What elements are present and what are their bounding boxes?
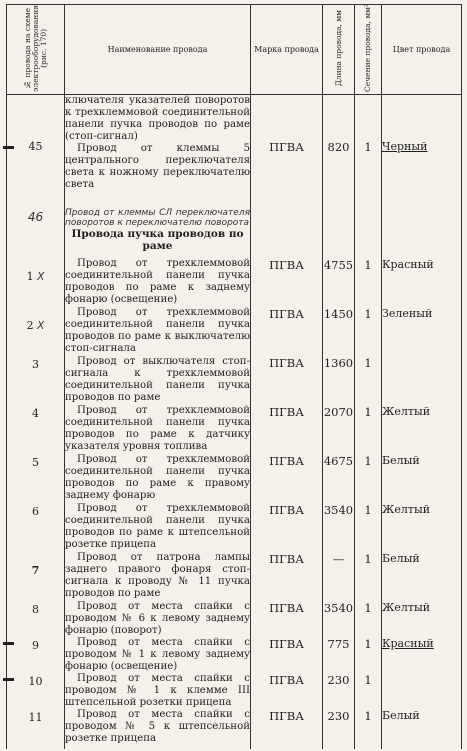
wire-length: 3540 [323,503,354,518]
wire-number: 9 [32,639,39,653]
wire-description: Провод от патрона лампы заднего правого фонаря стоп-сигнала к проводу № 11 пучка проводов по раме [65,552,250,600]
wire-mark: ПГВА [269,356,304,371]
wire-number: 10 [28,675,43,689]
header-length: Длина провода, мм [323,5,355,95]
wire-section: 1 [364,356,372,371]
wire-number: 1 [26,270,34,284]
wire-mark: ПГВА [269,454,304,469]
wire-length: 1360 [323,356,354,371]
wire-mark: ПГВА [269,503,304,518]
wire-color: Желтый [382,503,462,552]
continued-text: ключателя указателей поворотов к трехклеммовой соединительной панели пучка проводов по раме (стоп-сигнал) [65,94,250,142]
wire-color: Зеленый [382,307,462,356]
wire-description: Провод от выключателя стоп-сигнала к трехклеммовой соединительной панели пучка проводов по раме [65,356,250,404]
wire-mark: ПГВА [269,405,304,420]
header-color: Цвет провода [382,5,462,95]
wire-number: 7 [31,564,40,578]
handwritten-x: X [37,320,45,333]
table-row [7,258,462,307]
wire-section: 1 [364,552,372,567]
dash-mark [3,146,14,149]
wire-length: 230 [327,709,350,724]
wire-color: Белый [382,454,462,503]
table-row [7,94,462,206]
wire-color: Красный [382,637,462,673]
wire-mark: ПГВА [269,552,304,567]
wire-number: 6 [32,505,39,519]
wire-description: Провод от трехклеммовой соединительной панели пучка проводов по раме к правому заднему фонарю [65,454,250,502]
table-row [7,405,462,454]
wire-section: 1 [364,139,372,154]
wire-description: Провод от места спайки с проводом № 1 к левому заднему фонарю (освещение) [65,637,250,673]
wire-mark: ПГВА [269,673,304,688]
table-row [7,356,462,405]
wire-description: Провод от места спайки с проводом № 5 к штепсельной розетке прицепа [65,709,251,749]
wire-length: 820 [327,139,350,154]
wire-number: 8 [32,603,39,617]
wire-description: Провод от места спайки с проводом № 1 к клемме III штепсельной розетки прицепа [65,673,250,709]
table-row [7,552,462,601]
wire-color: Белый [382,709,462,749]
wire-length: 2070 [323,405,354,420]
header-name: Наименование провода [65,5,251,95]
wire-length: 1450 [323,307,354,322]
wire-length: 3540 [323,601,354,616]
wire-section: 1 [364,258,372,273]
table-row [7,503,462,552]
handwritten-number: 46 [27,210,44,225]
wire-description: Провод от места спайки с проводом № 6 к левому заднему фонарю (поворот) [65,601,250,637]
wire-mark: ПГВА [269,709,304,724]
wire-mark: ПГВА [269,258,304,273]
wire-number: 45 [28,139,43,153]
wire-number: 4 [32,407,39,421]
wire-color [382,356,462,405]
wire-description: Провод от трехклеммовой соединительной панели пучка проводов по раме к выключателю стоп-сигнала [65,307,250,355]
table-row [7,307,462,356]
dash-mark [3,642,14,645]
wire-number: 3 [32,358,39,372]
wire-number: 5 [32,456,39,470]
wire-description: Провод от трехклеммовой соединительной панели пучка проводов по раме к заднему фонарю (освещение) [65,258,250,306]
section-heading: Провода пучка проводов по раме [71,228,244,253]
wire-mark: ПГВА [269,139,304,154]
wire-section: 1 [364,503,372,518]
wire-section: 1 [364,307,372,322]
wire-description: Провод от трехклеммовой соединительной панели пучка проводов по раме к датчику указателя уровня топлива [65,405,250,453]
wire-section: 1 [364,454,372,469]
wire-length: 4675 [323,454,354,469]
header-row [7,5,462,95]
handwritten-x: X [37,271,45,284]
wire-color: Красный [382,258,462,307]
wire-color: Желтый [382,601,462,637]
table-row [7,601,462,637]
header-section: Сечение провода, мм² [355,5,382,95]
wire-description: Провод от трехклеммовой соединительной панели пучка проводов по раме к штепсельной розетке прицепа [65,503,250,551]
wire-mark: ПГВА [269,637,304,652]
handwritten-note: Провод от клеммы СЛ переключателя поворотов к переключателю поворота [65,208,250,229]
wire-length: — [332,552,345,567]
wire-length: 4755 [323,258,354,273]
wire-number: 2 [26,319,34,333]
wire-length: 775 [327,637,350,652]
wire-color: Черный [382,139,428,153]
wire-table [6,4,462,749]
header-num: № провода на схеме электрооборудования (рис. 170) [7,5,65,95]
wire-mark: ПГВА [269,601,304,616]
wire-section: 1 [364,673,372,688]
wire-section: 1 [364,637,372,652]
wire-section: 1 [364,405,372,420]
wire-length: 230 [327,673,350,688]
table-row [7,206,462,258]
wire-description: Провод от клеммы 5 центрального переключателя света к ножному переключателю света [65,142,250,190]
wire-number: 11 [28,711,43,725]
wire-section: 1 [364,601,372,616]
wire-color: Желтый [382,405,462,454]
table-row [7,454,462,503]
table-row [7,637,462,673]
header-mark: Марка провода [251,5,323,95]
wire-section: 1 [364,709,372,724]
table-row [7,709,462,749]
wire-color: Белый [382,552,462,601]
dash-mark [3,678,14,681]
wire-mark: ПГВА [269,307,304,322]
